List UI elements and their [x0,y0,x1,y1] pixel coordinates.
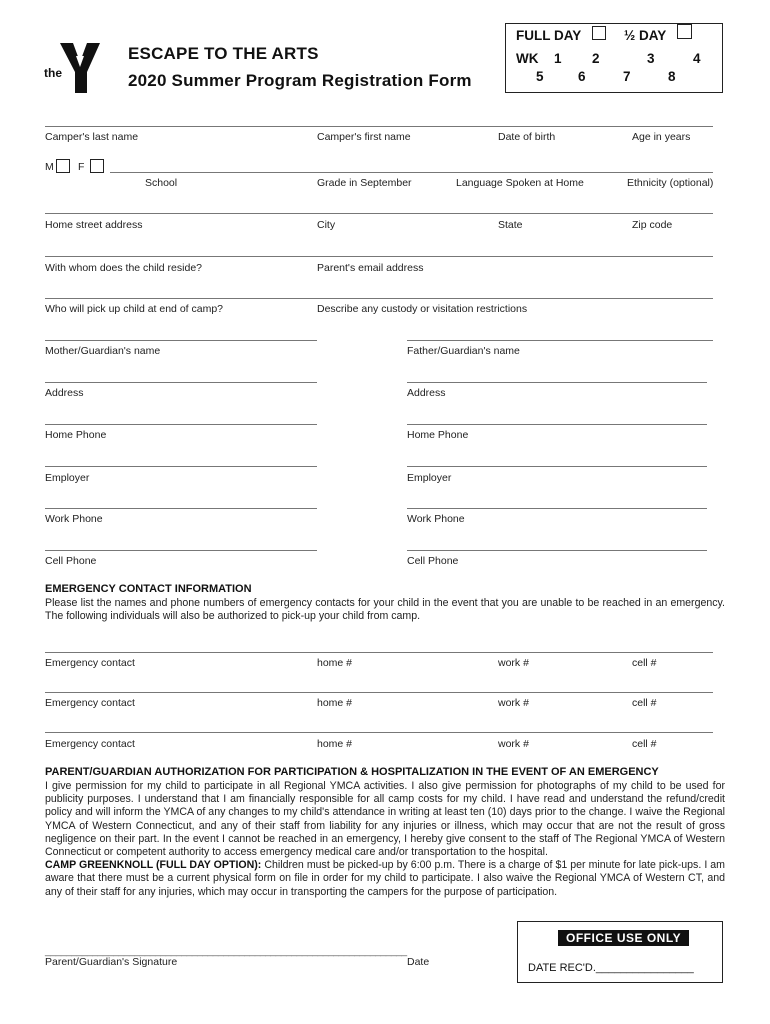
school-info-line[interactable] [110,172,713,173]
emergency-work-label: work # [498,657,529,669]
emergency-contact-label: Emergency contact [45,697,135,709]
father-work-phone-label: Work Phone [407,513,465,525]
mother-name-line[interactable] [45,340,317,341]
half-day-label: ½ DAY [624,28,667,43]
emergency-cell-label: cell # [632,657,657,669]
authorization-text [45,780,725,899]
week-option-7[interactable]: 7 [623,69,631,84]
emergency-section-title: EMERGENCY CONTACT INFORMATION [45,583,252,595]
greenknoll-text: Children must be picked-up by 6:00 p.m. There is a charge of $1 per minute for late pick-ups. I am aware that there must be a current physical form on file in order for my child to participate. I also waive the Regional YMCA of Western CT, and any of their staff for any injuries, which may occur in transporting the campers for the purpose of participation. [45,859,725,898]
emergency-contact-label: Emergency contact [45,738,135,750]
half-day-checkbox[interactable] [677,24,692,39]
form-subtitle: 2020 Summer Program Registration Form [128,71,472,90]
mother-work-phone-line[interactable] [45,508,317,509]
week-option-1[interactable]: 1 [554,51,562,66]
female-checkbox[interactable] [90,159,104,173]
session-selection-box [505,23,723,93]
week-option-6[interactable]: 6 [578,69,586,84]
full-day-checkbox[interactable] [592,26,606,40]
father-home-phone-line[interactable] [407,424,707,425]
week-option-2[interactable]: 2 [592,51,600,66]
emergency-work-label: work # [498,697,529,709]
father-home-phone-label: Home Phone [407,429,469,441]
father-cell-phone-label: Cell Phone [407,555,459,567]
camper-last-name-label: Camper's last name [45,131,139,143]
mother-employer-line[interactable] [45,466,317,467]
zip-code-label: Zip code [632,219,673,231]
father-address-line[interactable] [407,382,707,383]
week-option-8[interactable]: 8 [668,69,676,84]
authorization-body: I give permission for my child to participate in all Regional YMCA activities. I also give permission for photographs of my child to be used for publicity purposes. I understand that I am financially responsible for all camp costs for my child. I have read and understand the refund/credit policy and will inform the YMCA of any changes to my child's attendance in writing at least ten (10) days prior to the change. I waive the Regional YMCA of Western Connecticut, and any of their staff from liability for any injuries or illness, which may occur that are not the result of gross negligence on their part. In the event I cannot be reached in an emergency, I hereby give consent to the staff of The Regional YMCA of Western Connecticut or competent authority to access emergency medical care and/or transportation to the hospital. [45,780,725,859]
father-employer-label: Employer [407,472,452,484]
date-label: Date [407,956,430,968]
mother-address-line[interactable] [45,382,317,383]
emergency-cell-label: cell # [632,697,657,709]
father-work-phone-line[interactable] [407,508,707,509]
emergency-instructions: Please list the names and phone numbers of emergency contacts for your child in the event that you are unable to be reached in an emergency. The following individuals will also be authorized to pick-up your child from camp. [45,597,725,623]
age-label: Age in years [632,131,691,143]
mother-name-label: Mother/Guardian's name [45,345,161,357]
mother-cell-phone-label: Cell Phone [45,555,97,567]
week-label: WK [516,51,539,66]
emergency-home-label: home # [317,657,353,669]
mother-address-label: Address [45,387,84,399]
street-address-label: Home street address [45,219,143,231]
city-label: City [317,219,336,231]
pickup-label: Who will pick up child at end of camp? [45,303,224,315]
full-day-label: FULL DAY [516,28,582,43]
office-use-header: OFFICE USE ONLY [558,930,689,946]
grade-label: Grade in September [317,177,412,189]
week-option-4[interactable]: 4 [693,51,701,66]
signature-label: Parent/Guardian's Signature [45,956,178,968]
emergency-home-label: home # [317,738,353,750]
father-address-label: Address [407,387,446,399]
greenknoll-title: CAMP GREENKNOLL (FULL DAY OPTION): [45,859,262,872]
reside-label: With whom does the child reside? [45,262,202,274]
signature-line[interactable]: _____________________________________________________________________ [45,945,407,957]
week-option-3[interactable]: 3 [647,51,655,66]
ymca-logo [40,40,108,96]
logo-text: the [44,66,62,80]
emergency-contact-line-3[interactable] [45,732,713,733]
address-line[interactable] [45,213,713,214]
father-cell-phone-line[interactable] [407,550,707,551]
date-received-field[interactable]: DATE REC'D.________________ [528,962,694,974]
emergency-contact-label: Emergency contact [45,657,135,669]
emergency-contact-line-1[interactable] [45,652,713,653]
mother-work-phone-label: Work Phone [45,513,103,525]
father-employer-line[interactable] [407,466,707,467]
emergency-cell-label: cell # [632,738,657,750]
father-name-label: Father/Guardian's name [407,345,520,357]
ethnicity-label: Ethnicity (optional) [627,177,714,189]
male-label: M [45,161,54,173]
emergency-home-label: home # [317,697,353,709]
camper-first-name-label: Camper's first name [317,131,411,143]
date-of-birth-label: Date of birth [498,131,556,143]
mother-cell-phone-line[interactable] [45,550,317,551]
form-title: ESCAPE TO THE ARTS [128,44,319,63]
emergency-work-label: work # [498,738,529,750]
school-label: School [145,177,178,189]
language-label: Language Spoken at Home [456,177,584,189]
authorization-section-title: PARENT/GUARDIAN AUTHORIZATION FOR PARTICIPATION & HOSPITALIZATION IN THE EVENT OF AN EMERGENCY [45,766,659,778]
emergency-contact-line-2[interactable] [45,692,713,693]
mother-employer-label: Employer [45,472,90,484]
reside-line[interactable] [45,256,713,257]
pickup-line[interactable] [45,298,713,299]
week-option-5[interactable]: 5 [536,69,544,84]
parent-email-label: Parent's email address [317,262,424,274]
mother-home-phone-label: Home Phone [45,429,107,441]
father-name-line[interactable] [407,340,713,341]
male-checkbox[interactable] [56,159,70,173]
mother-home-phone-line[interactable] [45,424,317,425]
office-use-box [517,921,723,983]
state-label: State [498,219,523,231]
custody-label: Describe any custody or visitation restrictions [317,303,528,315]
camper-name-line[interactable] [45,126,713,127]
female-label: F [78,161,85,173]
